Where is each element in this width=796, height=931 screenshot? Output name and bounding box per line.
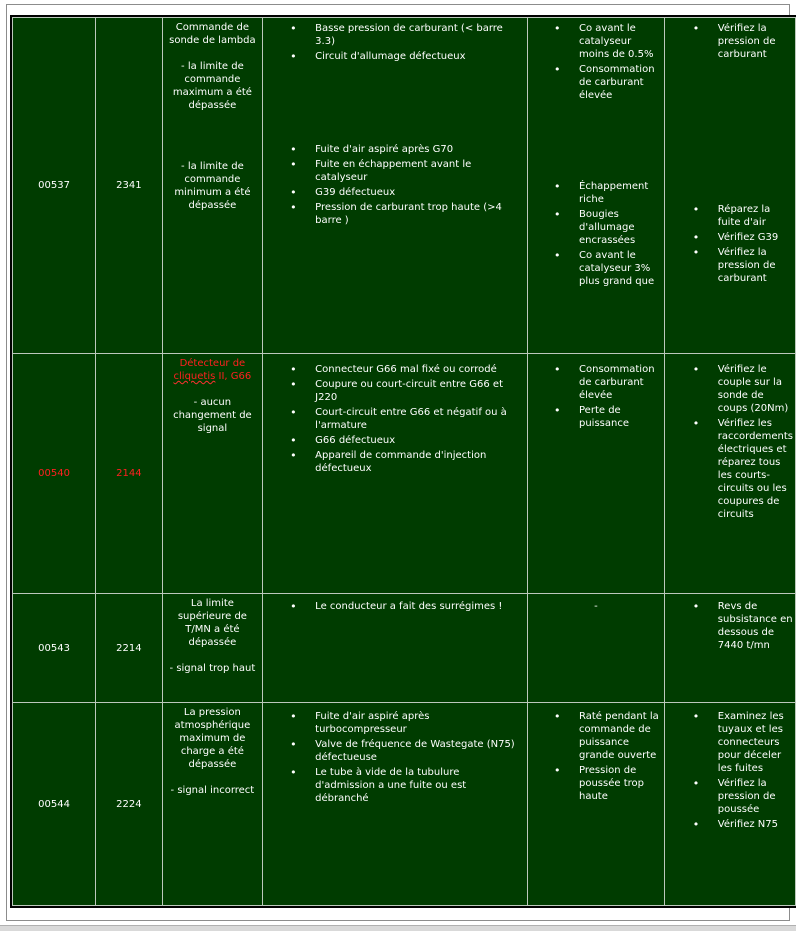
effects-list xyxy=(528,363,664,430)
causes-list xyxy=(263,22,527,63)
list-item: • Co avant le catalyseur moins de 0.5% xyxy=(579,22,660,61)
list-item: • Connecteur G66 mal fixé ou corrodé xyxy=(315,363,519,376)
list-item: • Fuite en échappement avant le catalyseur xyxy=(315,158,519,184)
fault-code-cell: 00544 xyxy=(13,703,96,906)
list-item: • Vérifiez la pression de carburant xyxy=(718,246,793,285)
list-item: • Fuite d'air aspiré après turbocompresseur xyxy=(315,710,519,736)
window-bottom-edge xyxy=(0,925,796,931)
symptom-cell xyxy=(162,594,263,703)
causes-cell xyxy=(263,18,528,354)
remedies-list xyxy=(665,710,795,831)
list-item: • Perte de puissance xyxy=(579,404,660,430)
table-row xyxy=(13,703,796,906)
symptom-text: - aucun changement de signal xyxy=(173,397,252,434)
symptom-cell xyxy=(162,18,263,354)
list-item: • Réparez la fuite d'air xyxy=(718,203,793,229)
fault-code-cell: 00537 xyxy=(13,18,96,354)
list-item: • Valve de fréquence de Wastegate (N75) défectueuse xyxy=(315,738,519,764)
causes-cell xyxy=(263,594,528,703)
effects-list xyxy=(528,710,664,803)
symptom-cell xyxy=(162,354,263,594)
list-item: • Échappement riche xyxy=(579,180,660,206)
symptom-title: La pression atmosphérique maximum de charge a été dépassée xyxy=(174,707,251,770)
causes-list xyxy=(263,600,527,613)
fault-code-alt-cell: 2341 xyxy=(96,18,163,354)
table-row xyxy=(13,354,796,594)
causes-cell xyxy=(263,703,528,906)
effects-list xyxy=(528,22,664,102)
fault-code-alt-cell: 2224 xyxy=(96,703,163,906)
list-item: • Consommation de carburant élevée xyxy=(579,63,660,102)
list-item: • Appareil de commande d'injection défectueux xyxy=(315,449,519,475)
fault-code-cell: 00540 xyxy=(13,354,96,594)
remedies-list xyxy=(665,22,795,61)
fault-code-cell: 00543 xyxy=(13,594,96,703)
list-item: • Bougies d'allumage encrassées xyxy=(579,208,660,247)
symptom-title: Détecteur de cliquetis II, G66 xyxy=(173,358,252,382)
effects-cell xyxy=(528,354,665,594)
remedies-cell xyxy=(664,703,795,906)
list-item: • Le tube à vide de la tubulure d'admission a une fuite ou est débranché xyxy=(315,766,519,805)
effects-cell xyxy=(528,703,665,906)
list-item: • Court-circuit entre G66 et négatif ou à l'armature xyxy=(315,406,519,432)
list-item: • Consommation de carburant élevée xyxy=(579,363,660,402)
table-row xyxy=(13,594,796,703)
list-item: • Vérifiez N75 xyxy=(718,818,793,831)
causes-list xyxy=(263,710,527,805)
symptom-title: La limite supérieure de T/MN a été dépassée xyxy=(177,598,247,648)
symptom-text: - la limite de commande maximum a été dépassée xyxy=(172,61,252,111)
list-item: • Pression de carburant trop haute (>4 barre ) xyxy=(315,201,519,227)
remedies-list xyxy=(665,363,795,521)
list-item: • G39 défectueux xyxy=(315,186,519,199)
remedies-list xyxy=(665,203,795,285)
list-item: • Basse pression de carburant (< barre 3.3) xyxy=(315,22,519,48)
effects-list xyxy=(528,180,664,288)
symptom-text: - signal trop haut xyxy=(169,663,256,674)
remedies-list xyxy=(665,600,795,652)
list-item: • Le conducteur a fait des surrégimes ! xyxy=(315,600,519,613)
list-item: • Vérifiez la pression de poussée xyxy=(718,777,793,816)
list-item: • Vérifiez les raccordements électriques et réparez tous les courts-circuits ou les coupures de circuits xyxy=(718,417,793,521)
causes-cell xyxy=(263,354,528,594)
causes-list xyxy=(263,143,527,227)
fault-code-alt-cell: 2144 xyxy=(96,354,163,594)
list-item: • Circuit d'allumage défectueux xyxy=(315,50,519,63)
list-item: • Co avant le catalyseur 3% plus grand que xyxy=(579,249,660,288)
list-item: • Pression de poussée trop haute xyxy=(579,764,660,803)
list-item: • Revs de subsistance en dessous de 7440 t/mn xyxy=(718,600,793,652)
symptom-cell xyxy=(162,703,263,906)
causes-list xyxy=(263,363,527,475)
remedies-cell xyxy=(664,354,795,594)
effects-cell xyxy=(528,594,665,703)
list-item: • Vérifiez G39 xyxy=(718,231,793,244)
table-row xyxy=(13,18,796,354)
list-item: • Vérifiez la pression de carburant xyxy=(718,22,793,61)
remedies-cell xyxy=(664,594,795,703)
list-item: • Vérifiez le couple sur la sonde de coups (20Nm) xyxy=(718,363,793,415)
list-item: • Raté pendant la commande de puissance grande ouverte xyxy=(579,710,660,762)
symptom-title: Commande de sonde de lambda xyxy=(169,22,256,46)
list-item: • G66 défectueux xyxy=(315,434,519,447)
fault-code-table xyxy=(12,17,796,906)
symptom-text: - signal incorrect xyxy=(170,785,255,796)
list-item: • Coupure ou court-circuit entre G66 et J220 xyxy=(315,378,519,404)
effects-text: - xyxy=(594,601,598,612)
list-item: • Examinez les tuyaux et les connecteurs pour déceler les fuites xyxy=(718,710,793,775)
symptom-text: - la limite de commande minimum a été dépassée xyxy=(174,161,251,211)
list-item: • Fuite d'air aspiré après G70 xyxy=(315,143,519,156)
remedies-cell xyxy=(664,18,795,354)
fault-code-alt-cell: 2214 xyxy=(96,594,163,703)
effects-cell xyxy=(528,18,665,354)
